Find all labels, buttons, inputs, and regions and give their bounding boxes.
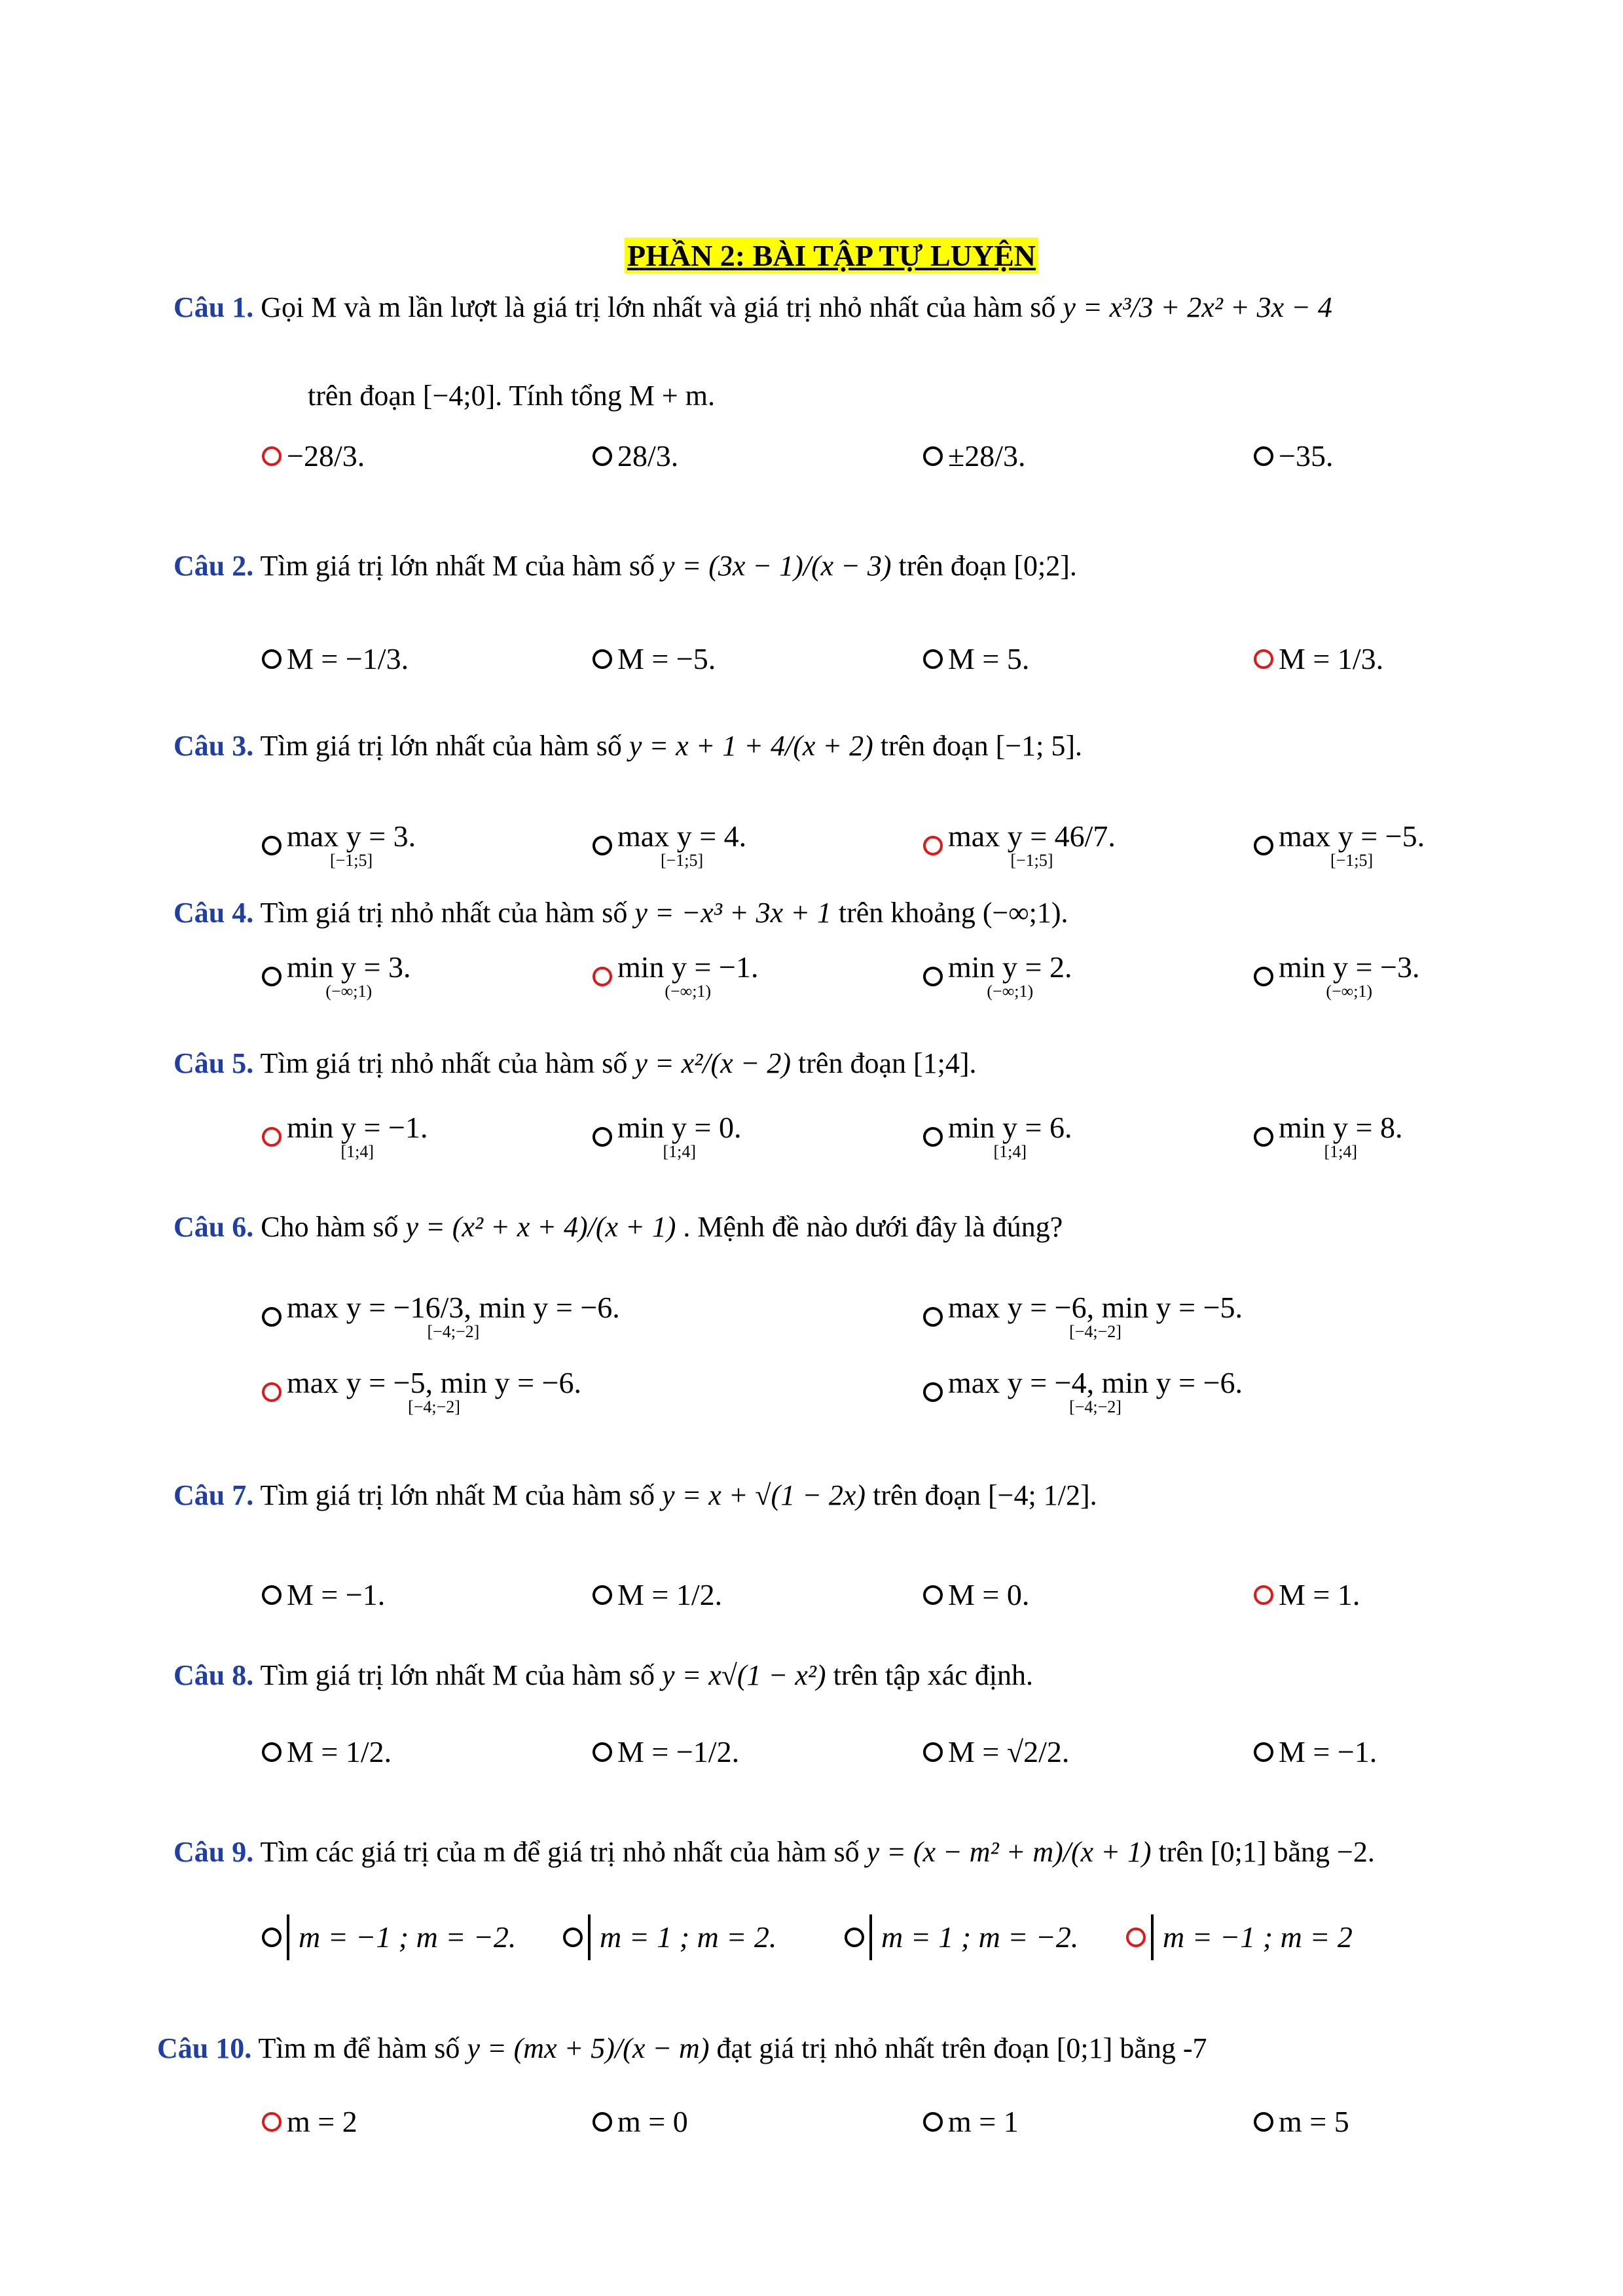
option-c[interactable]: max y = −5, min y = −6. [−4;−2] — [262, 1368, 581, 1416]
circle-icon — [1254, 2112, 1273, 2132]
circle-icon — [563, 1928, 583, 1947]
question-text: Tìm giá trị nhỏ nhất của hàm số — [260, 1047, 628, 1079]
question-formula: y = (mx + 5)/(x − m) — [467, 2032, 710, 2064]
option-b[interactable]: min y = −1. (−∞;1) — [593, 952, 758, 1001]
circle-icon — [262, 836, 282, 855]
question-text: Tìm giá trị nhỏ nhất của hàm số — [260, 897, 628, 929]
circle-icon — [593, 836, 612, 855]
option-a[interactable]: m = −1 ; m = −2. — [262, 1914, 516, 1960]
option-c[interactable]: M = 0. — [923, 1577, 1029, 1612]
question-label: Câu 6. — [173, 1211, 254, 1243]
question-formula: y = x³/3 + 2x² + 3x − 4 — [1063, 291, 1332, 323]
option-c[interactable]: min y = 2. (−∞;1) — [923, 952, 1072, 1001]
question-formula: y = (x − m² + m)/(x + 1) — [866, 1836, 1152, 1868]
circle-icon — [262, 1742, 282, 1762]
answer-circle-icon — [1254, 1585, 1273, 1605]
option-b[interactable]: m = 0 — [593, 2104, 688, 2139]
circle-icon — [593, 1742, 612, 1762]
option-b[interactable]: max y = 4. [−1;5] — [593, 821, 746, 870]
question-text-2: trên tập xác định. — [833, 1659, 1034, 1691]
circle-icon — [923, 967, 943, 986]
question-label: Câu 5. — [173, 1047, 254, 1079]
option-b[interactable]: m = 1 ; m = 2. — [563, 1914, 776, 1960]
option-d[interactable]: max y = −4, min y = −6. [−4;−2] — [923, 1368, 1243, 1416]
option-a[interactable]: min y = 3. (−∞;1) — [262, 952, 411, 1001]
question-formula: y = x + 1 + 4/(x + 2) — [629, 730, 873, 762]
question-6 — [173, 1208, 1063, 1247]
option-a[interactable]: M = −1. — [262, 1577, 385, 1612]
question-text: Tìm các giá trị của m để giá trị nhỏ nhất của hàm số — [260, 1836, 860, 1868]
option-a[interactable]: max y = −16/3, min y = −6. [−4;−2] — [262, 1293, 620, 1341]
circle-icon — [923, 1127, 943, 1147]
section-header: PHẦN 2: BÀI TẬP TỰ LUYỆN — [0, 238, 1623, 273]
option-d[interactable]: M = −1. — [1254, 1734, 1377, 1769]
question-text-2: trên đoạn [1;4]. — [798, 1047, 977, 1079]
question-label: Câu 4. — [173, 897, 254, 929]
question-text: Cho hàm số — [261, 1211, 399, 1243]
option-a[interactable]: M = −1/3. — [262, 641, 409, 676]
question-5 — [173, 1044, 977, 1083]
circle-icon — [1254, 1742, 1273, 1762]
question-formula: y = x²/(x − 2) — [634, 1047, 792, 1079]
question-text: Gọi M và m lần lượt là giá trị lớn nhất và giá trị nhỏ nhất của hàm số — [261, 291, 1056, 323]
circle-icon — [262, 649, 282, 669]
question-3 — [173, 726, 1082, 766]
option-d[interactable]: M = 1. — [1254, 1577, 1360, 1612]
option-c[interactable]: m = 1 — [923, 2104, 1019, 2139]
question-formula: y = x√(1 − x²) — [661, 1659, 826, 1691]
question-8 — [173, 1656, 1033, 1695]
circle-icon — [1254, 1127, 1273, 1147]
option-a[interactable]: m = 2 — [262, 2104, 357, 2139]
circle-icon — [923, 1742, 943, 1762]
option-a[interactable]: −28/3. — [262, 439, 365, 473]
answer-circle-icon — [593, 967, 612, 986]
answer-circle-icon — [262, 1127, 282, 1147]
question-text-2: trên đoạn [−1; 5]. — [880, 730, 1083, 762]
option-a[interactable]: max y = 3. [−1;5] — [262, 821, 416, 870]
option-b[interactable]: M = 1/2. — [593, 1577, 722, 1612]
option-c[interactable]: ±28/3. — [923, 439, 1026, 473]
option-c[interactable]: max y = 46/7. [−1;5] — [923, 821, 1116, 870]
question-text-2: . Mệnh đề nào dưới đây là đúng? — [683, 1211, 1063, 1243]
option-c[interactable]: M = √2/2. — [923, 1734, 1069, 1769]
question-10 — [157, 2029, 1207, 2068]
question-formula: y = (3x − 1)/(x − 3) — [661, 550, 892, 582]
option-d[interactable]: min y = 8. [1;4] — [1254, 1113, 1403, 1161]
option-b[interactable]: M = −5. — [593, 641, 716, 676]
circle-icon — [262, 1585, 282, 1605]
answer-circle-icon — [262, 446, 282, 466]
question-2 — [173, 547, 1077, 586]
question-7 — [173, 1476, 1097, 1515]
option-b[interactable]: min y = 0. [1;4] — [593, 1113, 742, 1161]
question-text: Tìm giá trị lớn nhất M của hàm số — [260, 550, 655, 582]
question-9 — [173, 1833, 1375, 1872]
circle-icon — [262, 967, 282, 986]
question-label: Câu 1. — [173, 291, 254, 323]
question-label: Câu 3. — [173, 730, 254, 762]
option-d[interactable]: m = 5 — [1254, 2104, 1349, 2139]
answer-circle-icon — [262, 2112, 282, 2132]
question-text: Tìm giá trị lớn nhất của hàm số — [260, 730, 622, 762]
option-d[interactable]: M = 1/3. — [1254, 641, 1383, 676]
question-1-continuation: trên đoạn [−4;0]. Tính tổng M + m. — [308, 380, 715, 412]
option-b[interactable]: 28/3. — [593, 439, 678, 473]
circle-icon — [593, 446, 612, 466]
option-c[interactable]: m = 1 ; m = −2. — [845, 1914, 1078, 1960]
question-text-2: trên đoạn [0;2]. — [898, 550, 1077, 582]
circle-icon — [923, 1307, 943, 1327]
answer-circle-icon — [923, 836, 943, 855]
circle-icon — [262, 1307, 282, 1327]
question-label: Câu 10. — [157, 2032, 252, 2064]
question-label: Câu 2. — [173, 550, 254, 582]
circle-icon — [593, 649, 612, 669]
circle-icon — [593, 2112, 612, 2132]
circle-icon — [923, 1585, 943, 1605]
question-text: Tìm giá trị lớn nhất M của hàm số — [260, 1479, 655, 1511]
question-formula: y = (x² + x + 4)/(x + 1) — [405, 1211, 676, 1243]
question-label: Câu 8. — [173, 1659, 254, 1691]
option-d[interactable]: max y = −5. [−1;5] — [1254, 821, 1425, 870]
question-text-2: trên khoảng (−∞;1). — [838, 897, 1068, 929]
option-a[interactable]: M = 1/2. — [262, 1734, 392, 1769]
option-b[interactable]: max y = −6, min y = −5. [−4;−2] — [923, 1293, 1243, 1341]
question-text-2: đạt giá trị nhỏ nhất trên đoạn [0;1] bằng -7 — [716, 2032, 1207, 2064]
option-c[interactable]: M = 5. — [923, 641, 1029, 676]
question-text-2: trên đoạn [−4; 1/2]. — [873, 1479, 1097, 1511]
circle-icon — [923, 446, 943, 466]
option-c[interactable]: min y = 6. [1;4] — [923, 1113, 1072, 1161]
circle-icon — [593, 1127, 612, 1147]
option-d[interactable]: −35. — [1254, 439, 1333, 473]
option-a[interactable]: min y = −1. [1;4] — [262, 1113, 428, 1161]
circle-icon — [1254, 446, 1273, 466]
question-1 — [173, 288, 1332, 327]
answer-circle-icon — [1126, 1928, 1146, 1947]
option-d[interactable]: m = −1 ; m = 2 — [1126, 1914, 1353, 1960]
question-label: Câu 9. — [173, 1836, 254, 1868]
question-text-2: trên [0;1] bằng −2. — [1158, 1836, 1375, 1868]
question-formula: y = x + √(1 − 2x) — [661, 1479, 866, 1511]
answer-circle-icon — [1254, 649, 1273, 669]
circle-icon — [923, 2112, 943, 2132]
option-b[interactable]: M = −1/2. — [593, 1734, 739, 1769]
question-text: Tìm m để hàm số — [258, 2032, 460, 2064]
circle-icon — [1254, 967, 1273, 986]
circle-icon — [923, 1382, 943, 1402]
question-formula: y = −x³ + 3x + 1 — [634, 897, 831, 929]
option-d[interactable]: min y = −3. (−∞;1) — [1254, 952, 1419, 1001]
question-label: Câu 7. — [173, 1479, 254, 1511]
circle-icon — [1254, 836, 1273, 855]
question-4 — [173, 893, 1068, 933]
circle-icon — [593, 1585, 612, 1605]
circle-icon — [845, 1928, 864, 1947]
circle-icon — [923, 649, 943, 669]
circle-icon — [262, 1928, 282, 1947]
question-text: Tìm giá trị lớn nhất M của hàm số — [260, 1659, 655, 1691]
answer-circle-icon — [262, 1382, 282, 1402]
